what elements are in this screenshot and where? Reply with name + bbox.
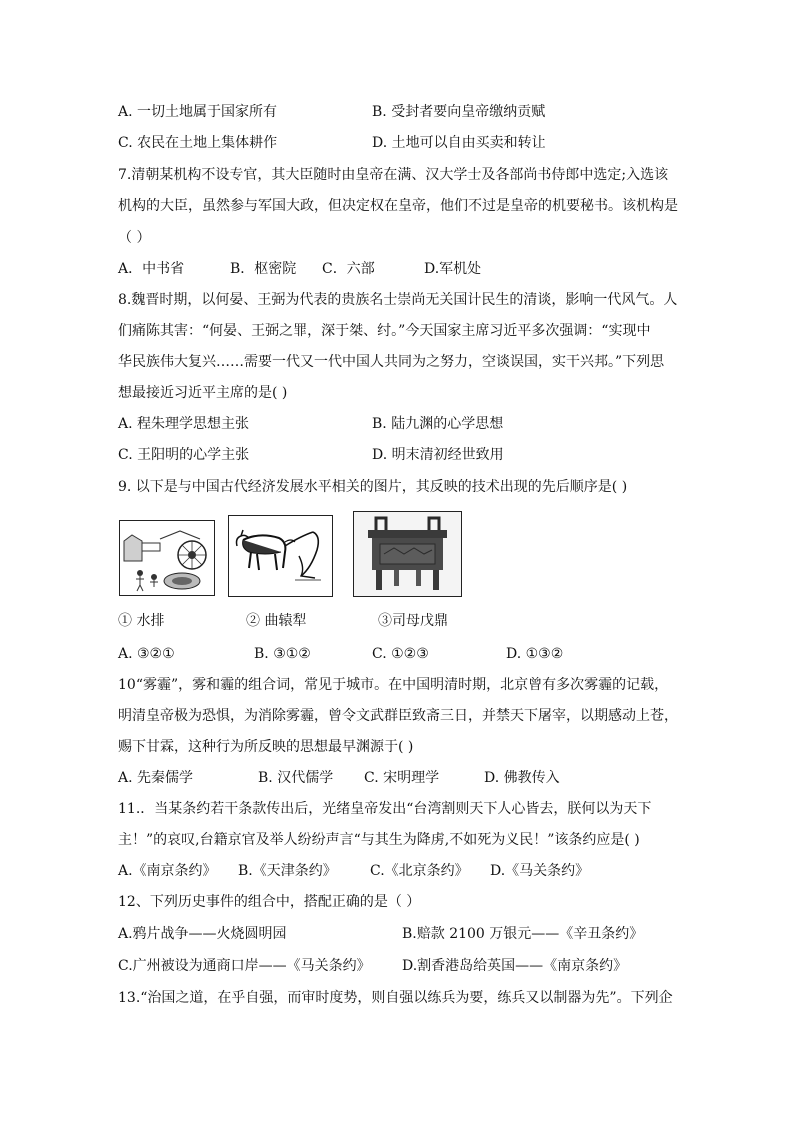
q7-stem-line-3: （ ） — [118, 230, 151, 246]
q10-stem-line-2: 明清皇帝极为恐惧，为消除雾霾，曾令文武群臣致斋三日，并禁天下屠宰，以期感动上苍， — [118, 708, 678, 724]
q9-option-c: C. ①②③ — [372, 646, 429, 662]
q12-option-c: C.广州被设为通商口岸——《马关条约》 — [118, 958, 371, 974]
q12-option-d: D.割香港岛给英国——《南京条约》 — [402, 958, 628, 974]
q8-option-a: A. 程朱理学思想主张 — [118, 416, 250, 432]
q10-option-d: D. 佛教传入 — [484, 770, 560, 786]
q7-option-a: A．中书省 — [118, 261, 185, 277]
q8-option-d: D. 明末清初经世致用 — [372, 447, 504, 463]
q6-option-a: A. 一切土地属于国家所有 — [118, 104, 278, 120]
q8-stem-line-2: 们痛陈其害：“何晏、王弼之罪，深于桀、纣。”今天国家主席习近平多次强调：“实现中 — [118, 323, 651, 339]
q12-stem: 12、下列历史事件的组合中，搭配正确的是（ ） — [118, 894, 421, 910]
q10-stem-line-1: 10“雾霾”，雾和霾的组合词，常见于城市。在中国明清时期，北京曾有多次雾霾的记载， — [118, 677, 669, 693]
figure-water-bellows — [119, 520, 215, 596]
q10-option-a: A. 先秦儒学 — [118, 770, 194, 786]
q11-stem-line-1: 11.．当某条约若干条款传出后，光绪皇帝发出“台湾割则天下人心皆去，朕何以为天下 — [118, 801, 652, 817]
q10-option-b: B. 汉代儒学 — [258, 770, 334, 786]
figure-caption-3: ③司母戊鼎 — [378, 613, 448, 629]
q11-option-d: D.《马关条约》 — [490, 863, 590, 879]
q11-option-b: B.《天津条约》 — [238, 863, 337, 879]
q12-option-b: B.赔款 2100 万银元——《辛丑条约》 — [402, 926, 644, 942]
water-wheel-bellows-icon — [120, 521, 214, 595]
q7-stem-line-2: 机构的大臣，虽然参与军国大政，但决定权在皇帝，他们不过是皇帝的机要秘书。该机构是 — [118, 198, 678, 214]
q11-stem-line-2: 主！”的哀叹,台籍京官及举人纷纷声言“与其生为降虏,不如死为义民！”该条约应是( ) — [118, 832, 640, 848]
q11-option-c: C.《北京条约》 — [370, 863, 469, 879]
q6-option-b: B. 受封者要向皇帝缴纳贡赋 — [372, 104, 546, 120]
q11-option-a: A.《南京条约》 — [118, 863, 217, 879]
q8-option-b: B. 陆九渊的心学思想 — [372, 416, 504, 432]
q10-stem-line-3: 赐下甘霖，这种行为所反映的思想最早渊源于( ) — [118, 739, 414, 755]
q12-option-a: A.鸦片战争——火烧圆明园 — [118, 926, 287, 942]
q7-option-c: C．六部 — [322, 261, 375, 277]
q8-stem-line-1: 8.魏晋时期，以何晏、王弼为代表的贵族名士崇尚无关国计民生的清谈，影响一代风气。人 — [118, 292, 678, 308]
figure-curved-plow — [228, 515, 333, 597]
figure-caption-2: ② 曲辕犁 — [246, 613, 307, 629]
ox-curved-plow-icon — [229, 516, 332, 596]
q9-option-d: D. ①③② — [506, 646, 564, 662]
q6-option-c: C. 农民在土地上集体耕作 — [118, 135, 278, 151]
q8-stem-line-4: 想最接近习近平主席的是( ) — [118, 385, 288, 401]
q7-option-d: D.军机处 — [424, 261, 482, 277]
q10-option-c: C. 宋明理学 — [364, 770, 440, 786]
q9-option-b: B. ③①② — [254, 646, 311, 662]
figure-bronze-ding — [353, 511, 462, 597]
bronze-ding-icon — [354, 512, 461, 596]
q6-option-d: D. 土地可以自由买卖和转让 — [372, 135, 546, 151]
q7-option-b: B．枢密院 — [230, 261, 297, 277]
q9-option-a: A. ③②① — [118, 646, 175, 662]
figure-caption-1: ① 水排 — [118, 613, 165, 629]
q8-stem-line-3: 华民族伟大复兴……需要一代又一代中国人共同为之努力，空谈误国，实干兴邦。”下列思 — [118, 354, 665, 370]
q7-stem-line-1: 7.清朝某机构不设专官，其大臣随时由皇帝在满、汉大学士及各部尚书侍郎中选定;入选该 — [118, 167, 669, 183]
q9-stem: 9. 以下是与中国古代经济发展水平相关的图片，其反映的技术出现的先后顺序是( ) — [118, 479, 628, 495]
q13-stem: 13.“治国之道，在乎自强，而审时度势，则自强以练兵为要，练兵又以制器为先”。下列企 — [118, 990, 673, 1006]
q8-option-c: C. 王阳明的心学主张 — [118, 447, 250, 463]
